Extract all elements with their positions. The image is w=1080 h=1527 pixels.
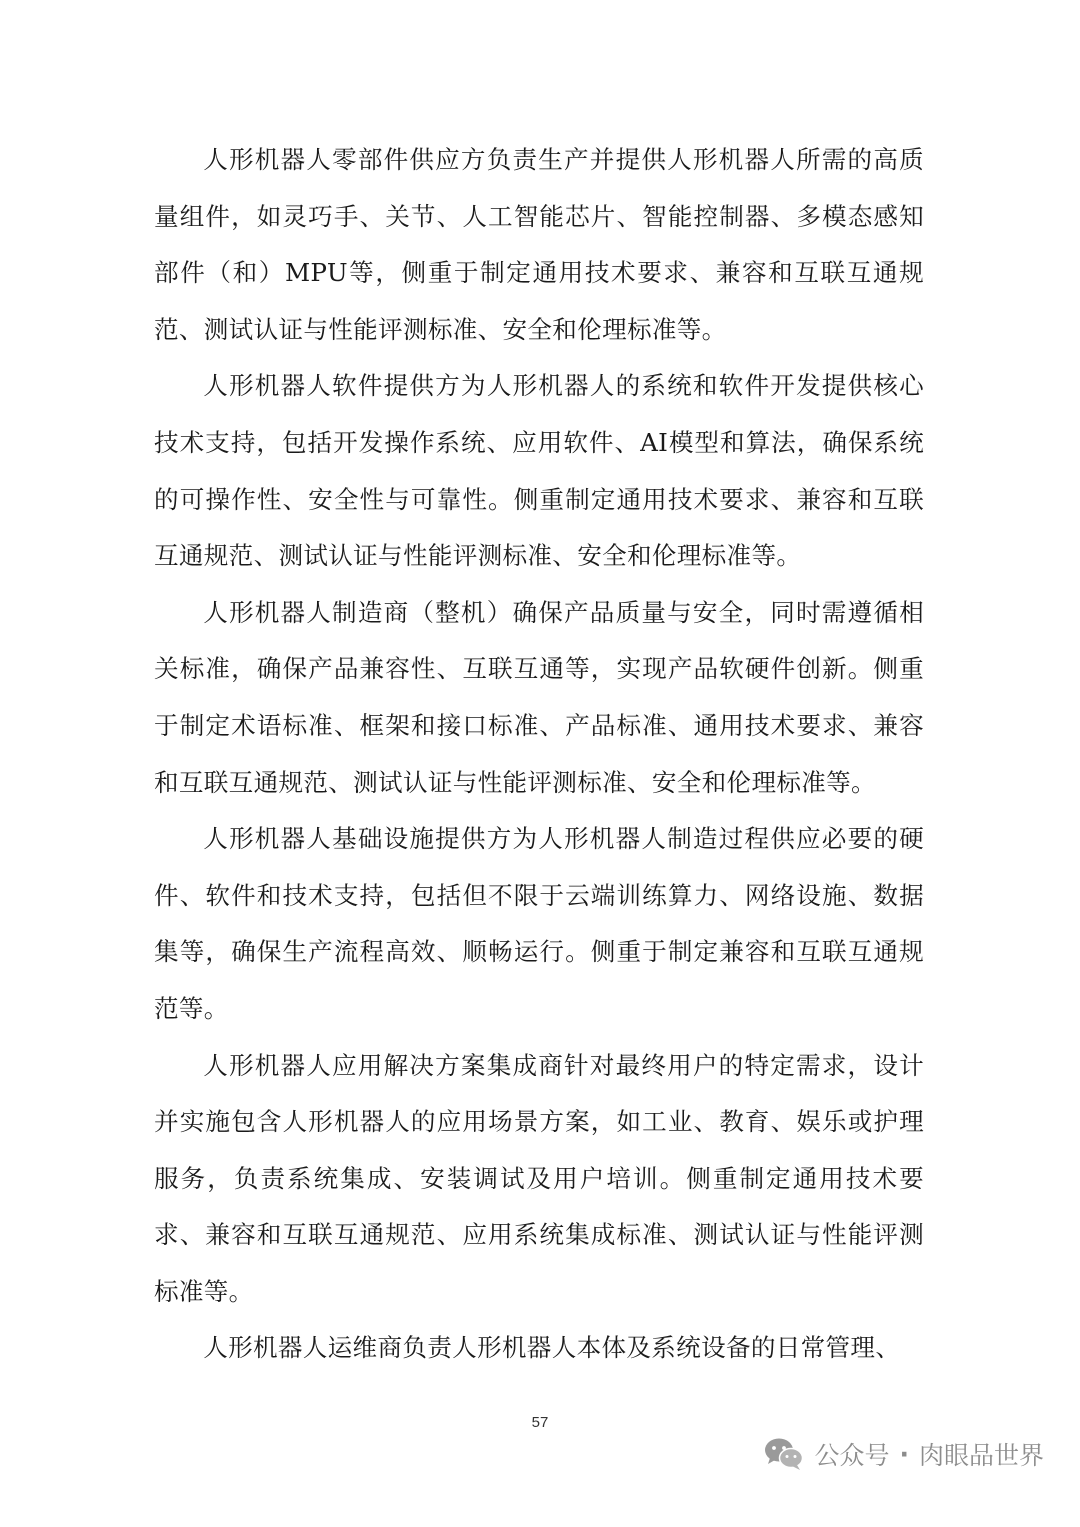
paragraph-component-suppliers: 人形机器人零部件供应方负责生产并提供人形机器人所需的高质量组件，如灵巧手、关节、人工智能芯片、智能控制器、多模态感知部件（和）MPU等，侧重于制定通用技术要求、兼容和互联互通规范、测试认证与性能评测标准、安全和伦理标准等。 [154,145,924,344]
watermark [764,1432,1044,1476]
wechat-icon [764,1437,804,1471]
watermark-separator: · [899,1439,909,1469]
paragraph-solution-integrators: 人形机器人应用解决方案集成商针对最终用户的特定需求，设计并实施包含人形机器人的应用场景方案，如工业、教育、娱乐或护理服务，负责系统集成、安装调试及用户培训。侧重制定通用技术要求、兼容和互联互通规范、应用系统集成标准、测试认证与性能评测标准等。 [154,1050,924,1306]
watermark-prefix: 公众号 [814,1441,890,1470]
watermark-account: 肉眼品世界 [918,1441,1044,1470]
body-text [154,132,924,1377]
paragraph-infrastructure-providers: 人形机器人基础设施提供方为人形机器人制造过程供应必要的硬件、软件和技术支持，包括但不限于云端训练算力、网络设施、数据集等，确保生产流程高效、顺畅运行。侧重于制定兼容和互联互通规范等。 [154,824,924,1023]
page-number: 57 [531,1414,549,1431]
paragraph-maintenance-providers: 人形机器人运维商负责人形机器人本体及系统设备的日常管理、 [203,1333,901,1363]
paragraph-manufacturers: 人形机器人制造商（整机）确保产品质量与安全，同时需遵循相关标准，确保产品兼容性、互联互通等，实现产品软硬件创新。侧重于制定术语标准、框架和接口标准、产品标准、通用技术要求、兼容和互联互通规范、测试认证与性能评测标准、安全和伦理标准等。 [154,597,924,797]
paragraph-software-providers: 人形机器人软件提供方为人形机器人的系统和软件开发提供核心技术支持，包括开发操作系统、应用软件、AI模型和算法，确保系统的可操作性、安全性与可靠性。侧重制定通用技术要求、兼容和互联互通规范、测试认证与性能评测标准、安全和伦理标准等。 [154,371,924,571]
